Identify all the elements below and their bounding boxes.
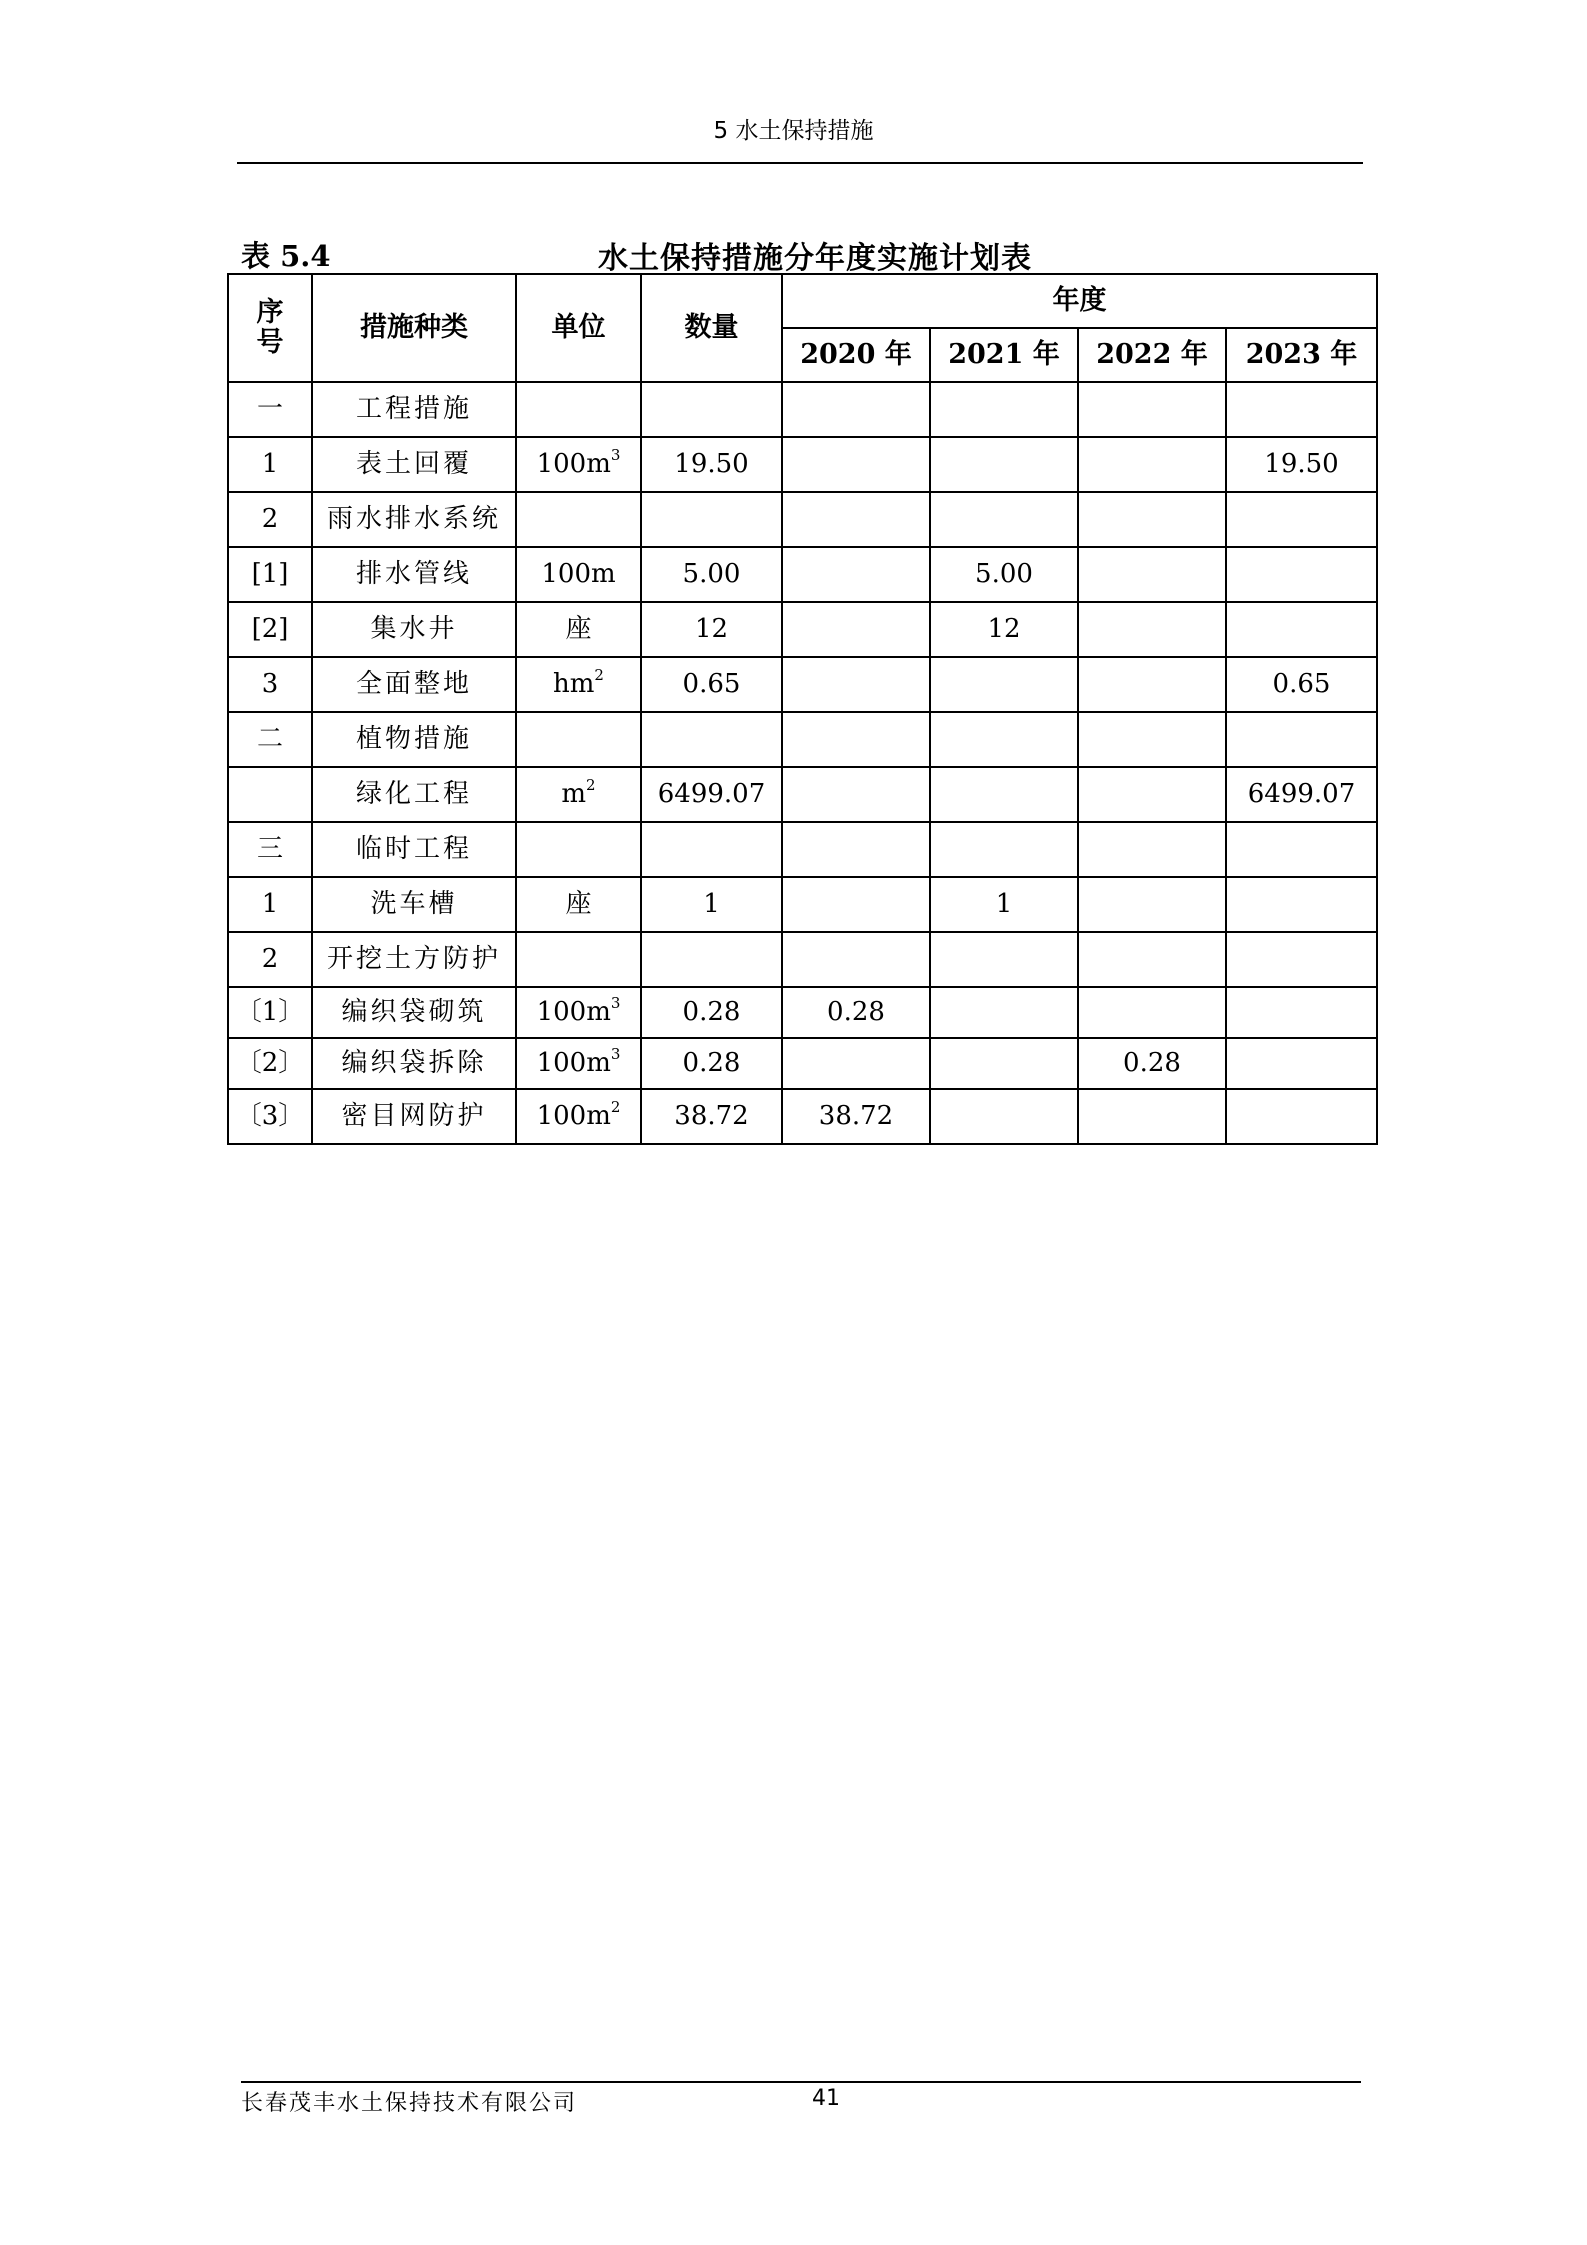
cell-year-2021: 12 <box>930 602 1078 657</box>
cell-seq: 2 <box>228 492 312 547</box>
cell-year-2020: 0.28 <box>782 987 930 1038</box>
header-seq: 序 号 <box>228 274 312 382</box>
cell-year-2020 <box>782 877 930 932</box>
cell-quantity: 6499.07 <box>641 767 782 822</box>
cell-unit <box>516 1038 641 1089</box>
cell-unit <box>516 1089 641 1144</box>
cell-quantity <box>641 382 782 437</box>
cell-seq: 二 <box>228 712 312 767</box>
header-unit: 单位 <box>516 274 641 382</box>
cell-year-2021 <box>930 657 1078 712</box>
cell-seq: 〔2〕 <box>228 1038 312 1089</box>
cell-year-2023 <box>1226 602 1377 657</box>
cell-year-2020 <box>782 547 930 602</box>
table-row <box>228 602 1377 657</box>
cell-seq: 3 <box>228 657 312 712</box>
cell-year-2023: 0.65 <box>1226 657 1377 712</box>
cell-seq: 1 <box>228 437 312 492</box>
cell-unit <box>516 822 641 877</box>
header-year-2023: 2023 年 <box>1226 328 1377 382</box>
cell-year-2021 <box>930 437 1078 492</box>
cell-quantity: 38.72 <box>641 1089 782 1144</box>
cell-year-2023 <box>1226 822 1377 877</box>
cell-unit <box>516 712 641 767</box>
cell-measure: 洗车槽 <box>312 877 516 932</box>
unit-base: 100m <box>541 559 616 590</box>
cell-year-2022 <box>1078 547 1226 602</box>
cell-year-2023: 19.50 <box>1226 437 1377 492</box>
cell-seq: 2 <box>228 932 312 987</box>
table-row <box>228 767 1377 822</box>
cell-year-2020 <box>782 437 930 492</box>
cell-year-2021 <box>930 932 1078 987</box>
cell-year-2020: 38.72 <box>782 1089 930 1144</box>
cell-measure: 编织袋拆除 <box>312 1038 516 1089</box>
page-header-title: 5 水土保持措施 <box>713 118 874 144</box>
cell-unit <box>516 877 641 932</box>
cell-year-2023 <box>1226 877 1377 932</box>
table-row <box>228 712 1377 767</box>
header-year-2022: 2022 年 <box>1078 328 1226 382</box>
cell-year-2021 <box>930 987 1078 1038</box>
footer-rule <box>241 2081 1361 2083</box>
cell-quantity <box>641 932 782 987</box>
cell-measure: 编织袋砌筑 <box>312 987 516 1038</box>
cell-measure: 排水管线 <box>312 547 516 602</box>
cell-quantity: 0.28 <box>641 1038 782 1089</box>
cell-measure: 工程措施 <box>312 382 516 437</box>
cell-year-2020 <box>782 767 930 822</box>
cell-year-2021: 5.00 <box>930 547 1078 602</box>
table-row <box>228 437 1377 492</box>
cell-year-2022 <box>1078 382 1226 437</box>
cell-year-2020 <box>782 822 930 877</box>
cell-year-2021 <box>930 1089 1078 1144</box>
cell-year-2023 <box>1226 1089 1377 1144</box>
cell-unit <box>516 767 641 822</box>
cell-seq <box>228 767 312 822</box>
cell-quantity: 19.50 <box>641 437 782 492</box>
cell-year-2022 <box>1078 712 1226 767</box>
cell-measure: 全面整地 <box>312 657 516 712</box>
cell-seq: 〔1〕 <box>228 987 312 1038</box>
table-caption-label: 表 5.4 <box>241 239 331 273</box>
cell-year-2020 <box>782 492 930 547</box>
cell-seq: 〔3〕 <box>228 1089 312 1144</box>
header-year-2021: 2021 年 <box>930 328 1078 382</box>
cell-year-2023 <box>1226 547 1377 602</box>
cell-year-2023: 6499.07 <box>1226 767 1377 822</box>
header-quantity: 数量 <box>641 274 782 382</box>
table-row <box>228 1038 1377 1089</box>
cell-seq: 一 <box>228 382 312 437</box>
cell-seq: [2] <box>228 602 312 657</box>
unit-base: 100m <box>536 449 611 480</box>
table-body <box>228 382 1377 1144</box>
header-year-2020: 2020 年 <box>782 328 930 382</box>
unit-exponent: 2 <box>586 775 596 794</box>
cell-year-2020 <box>782 382 930 437</box>
cell-unit <box>516 547 641 602</box>
unit-base: hm <box>553 669 595 700</box>
cell-year-2022 <box>1078 822 1226 877</box>
table-caption-title: 水土保持措施分年度实施计划表 <box>598 241 1032 276</box>
cell-measure: 集水井 <box>312 602 516 657</box>
cell-year-2023 <box>1226 382 1377 437</box>
cell-year-2021 <box>930 492 1078 547</box>
cell-year-2022 <box>1078 602 1226 657</box>
cell-year-2021 <box>930 382 1078 437</box>
cell-measure: 开挖土方防护 <box>312 932 516 987</box>
unit-exponent: 3 <box>610 993 621 1012</box>
cell-year-2021 <box>930 767 1078 822</box>
cell-measure: 绿化工程 <box>312 767 516 822</box>
cell-year-2023 <box>1226 987 1377 1038</box>
cell-year-2023 <box>1226 1038 1377 1089</box>
implementation-plan-table <box>227 273 1378 1145</box>
cell-unit <box>516 987 641 1038</box>
unit-exponent: 3 <box>610 1044 621 1063</box>
unit-base: 100m <box>536 1048 611 1079</box>
cell-year-2022: 0.28 <box>1078 1038 1226 1089</box>
cell-year-2022 <box>1078 987 1226 1038</box>
cell-quantity <box>641 822 782 877</box>
cell-year-2022 <box>1078 657 1226 712</box>
page-number: 41 <box>812 2086 840 2111</box>
cell-quantity: 1 <box>641 877 782 932</box>
cell-year-2020 <box>782 1038 930 1089</box>
cell-unit <box>516 492 641 547</box>
unit-base: 100m <box>536 997 611 1028</box>
cell-year-2022 <box>1078 767 1226 822</box>
cell-quantity: 0.28 <box>641 987 782 1038</box>
cell-year-2021 <box>930 712 1078 767</box>
header-measure: 措施种类 <box>312 274 516 382</box>
cell-seq: 三 <box>228 822 312 877</box>
cell-year-2021 <box>930 822 1078 877</box>
header-rule <box>237 162 1363 164</box>
cell-year-2020 <box>782 712 930 767</box>
cell-year-2022 <box>1078 1089 1226 1144</box>
unit-base: 100m <box>536 1101 611 1132</box>
cell-quantity <box>641 492 782 547</box>
cell-seq: 1 <box>228 877 312 932</box>
header-year-group: 年度 <box>782 274 1377 328</box>
cell-year-2023 <box>1226 492 1377 547</box>
table-row <box>228 987 1377 1038</box>
unit-exponent: 2 <box>594 665 604 684</box>
table-row <box>228 822 1377 877</box>
cell-measure: 植物措施 <box>312 712 516 767</box>
cell-year-2021 <box>930 1038 1078 1089</box>
cell-measure: 雨水排水系统 <box>312 492 516 547</box>
unit-exponent: 2 <box>610 1097 621 1116</box>
footer-company: 长春茂丰水土保持技术有限公司 <box>241 2091 578 2116</box>
cell-unit <box>516 382 641 437</box>
cell-quantity: 0.65 <box>641 657 782 712</box>
cell-measure: 表土回覆 <box>312 437 516 492</box>
unit-base: m <box>561 779 587 810</box>
cell-year-2022 <box>1078 492 1226 547</box>
table-row <box>228 877 1377 932</box>
cell-year-2020 <box>782 932 930 987</box>
cell-year-2022 <box>1078 437 1226 492</box>
unit-exponent: 3 <box>610 445 621 464</box>
cell-year-2022 <box>1078 932 1226 987</box>
cell-year-2020 <box>782 657 930 712</box>
cell-unit <box>516 437 641 492</box>
cell-seq: [1] <box>228 547 312 602</box>
table-row <box>228 657 1377 712</box>
cell-year-2021: 1 <box>930 877 1078 932</box>
cell-year-2022 <box>1078 877 1226 932</box>
table-row <box>228 1089 1377 1144</box>
table-row <box>228 492 1377 547</box>
cell-quantity: 12 <box>641 602 782 657</box>
table-row <box>228 932 1377 987</box>
table-row <box>228 382 1377 437</box>
cell-year-2023 <box>1226 932 1377 987</box>
cell-unit <box>516 932 641 987</box>
cell-quantity <box>641 712 782 767</box>
unit-base: 座 <box>565 614 592 645</box>
cell-measure: 密目网防护 <box>312 1089 516 1144</box>
cell-unit <box>516 602 641 657</box>
cell-measure: 临时工程 <box>312 822 516 877</box>
cell-year-2023 <box>1226 712 1377 767</box>
cell-unit <box>516 657 641 712</box>
table-row <box>228 547 1377 602</box>
unit-base: 座 <box>565 889 592 920</box>
cell-year-2020 <box>782 602 930 657</box>
cell-quantity: 5.00 <box>641 547 782 602</box>
